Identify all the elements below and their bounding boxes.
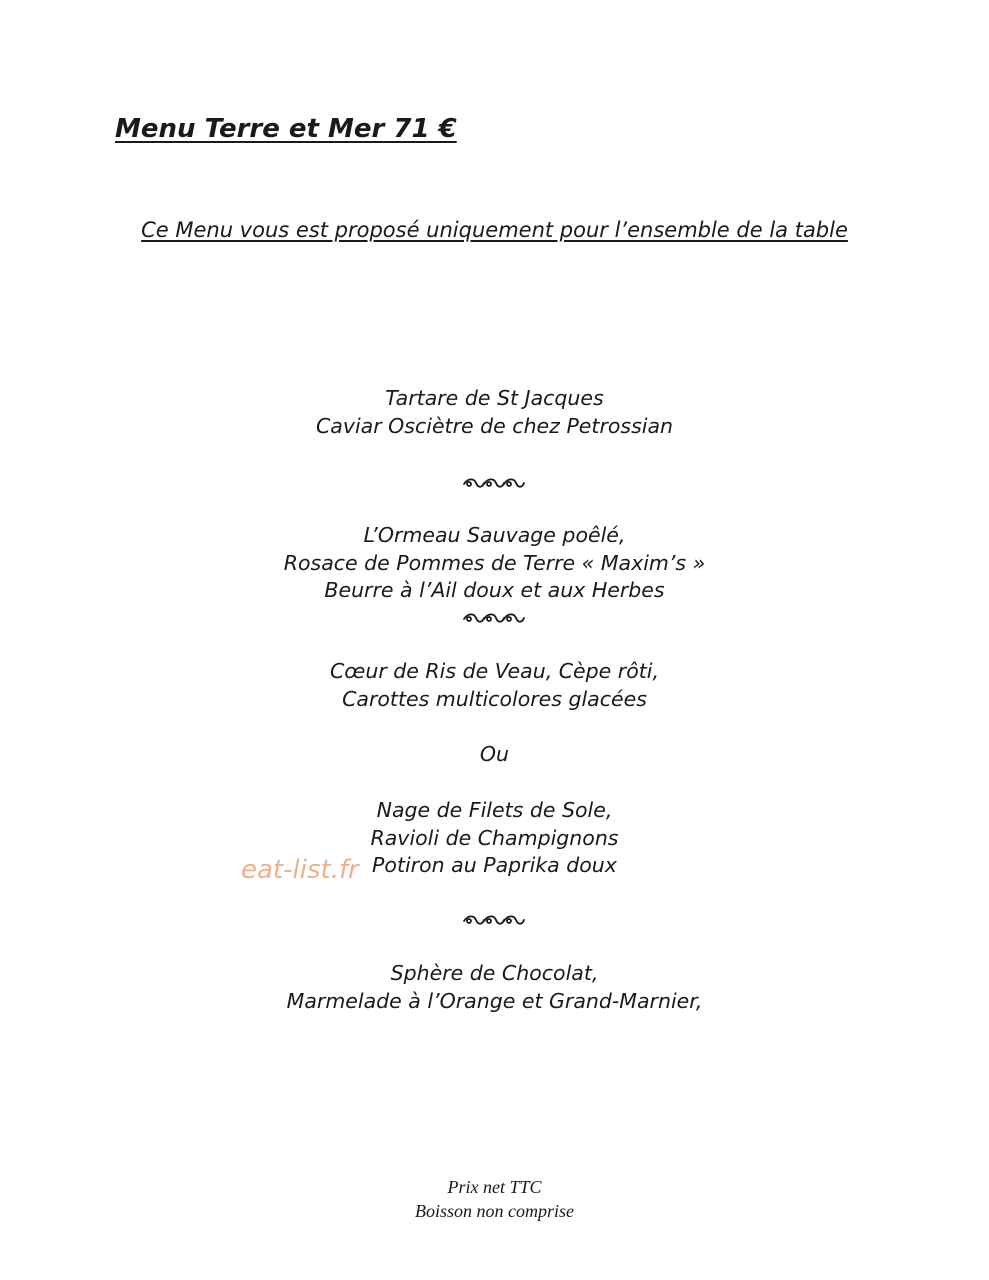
ornament-separator-2 [0, 610, 989, 626]
course-line: Caviar Osciètre de chez Petrossian [315, 413, 674, 438]
ornament-separator-1 [0, 475, 989, 491]
price-footer [0, 1175, 989, 1223]
course-line: Cœur de Ris de Veau, Cèpe rôti, [329, 659, 660, 683]
course-line: Carottes multicolores glacées [342, 686, 647, 711]
scroll-ornament-icon [462, 611, 528, 625]
footer-drinks-note: Boisson non comprise [415, 1201, 574, 1221]
course-line: Sphère de Chocolat, [390, 961, 599, 985]
menu-title: Menu Terre et Mer 71 € [115, 114, 457, 144]
course-2 [0, 522, 989, 605]
footer-price-note: Prix net TTC [447, 1177, 542, 1197]
course-3 [0, 658, 989, 713]
course-line: Beurre à l’Ail doux et aux Herbes [324, 578, 665, 602]
course-4 [0, 797, 989, 880]
course-line: L’Ormeau Sauvage poêlé, [363, 523, 626, 547]
course-line: Ravioli de Champignons [370, 825, 619, 850]
course-line: Potiron au Paprika doux [372, 853, 617, 877]
ornament-separator-3 [0, 912, 989, 928]
course-line: Rosace de Pommes de Terre « Maxim’s » [283, 550, 706, 575]
course-line: Marmelade à l’Orange et Grand-Marnier, [286, 988, 703, 1013]
course-line: Tartare de St Jacques [385, 386, 604, 410]
watermark: eat-list.fr [241, 855, 359, 885]
scroll-ornament-icon [462, 476, 528, 490]
course-5 [0, 960, 989, 1015]
scroll-ornament-icon [462, 913, 528, 927]
menu-subtitle: Ce Menu vous est proposé uniquement pour l’ensemble de la table [141, 218, 848, 242]
course-line: Nage de Filets de Sole, [376, 798, 613, 822]
course-1 [0, 385, 989, 440]
or-separator: Ou [479, 742, 510, 766]
